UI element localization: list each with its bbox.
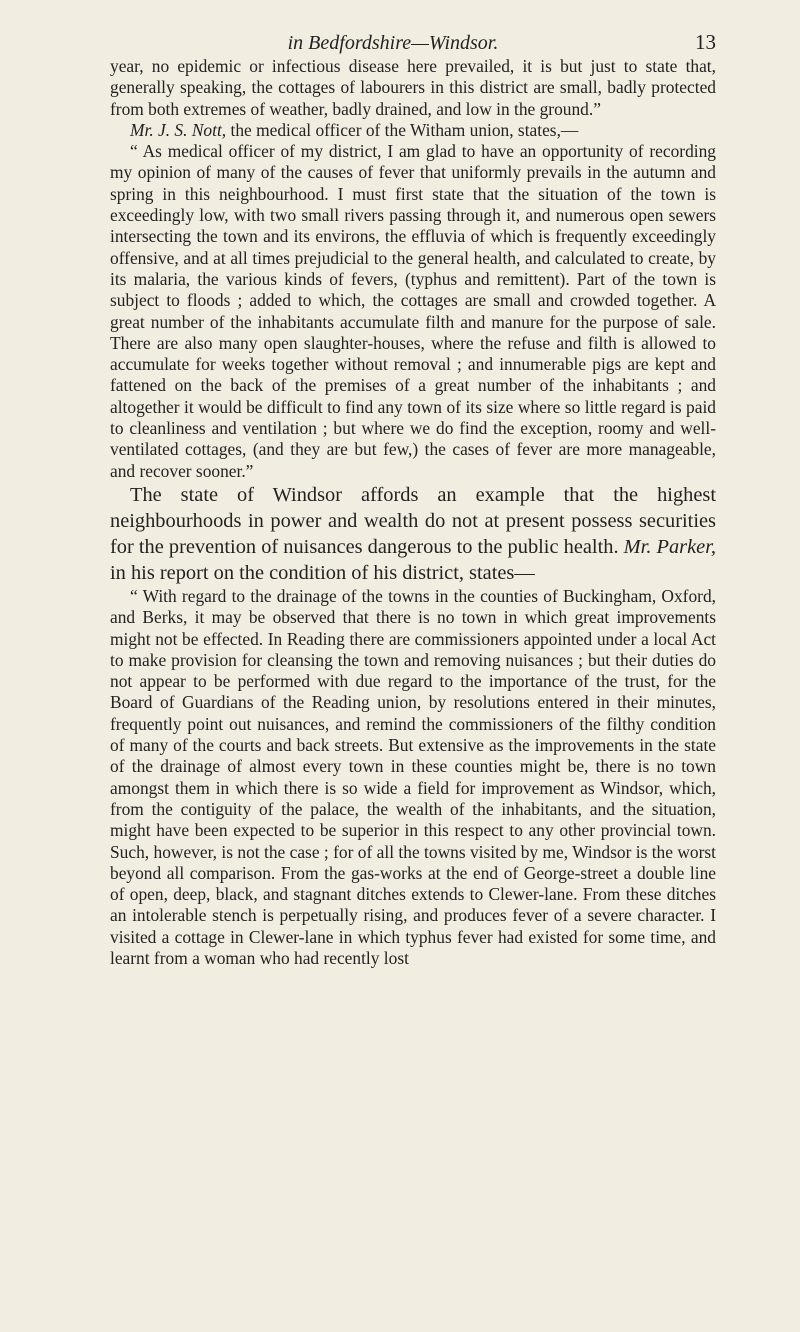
paragraph-text: The state of Windsor affords an example that the highest neighbourhoods in power and wealth do not at present possess securities for the prevention of nuisances dangerous to the public health. <box>110 483 716 558</box>
person-name: Mr. Parker, <box>623 535 716 558</box>
paragraph-nott-intro <box>110 120 716 141</box>
paragraph-continued: year, no epidemic or infectious disease here prevailed, it is but just to state that, generally speaking, the cottages of labourers in this district are small, badly protected from both extremes of weather, badly drained, and low in the ground.” <box>110 56 716 119</box>
running-title: in Bedfordshire—Windsor. <box>287 32 499 54</box>
body-text <box>110 56 716 969</box>
person-name: Mr. J. S. Nott, <box>130 119 227 140</box>
paragraph-text: in his report on the condition of his district, states— <box>110 561 535 584</box>
paragraph-text: the medical officer of the Witham union, states,— <box>226 119 579 140</box>
quote-nott: “ As medical officer of my district, I am glad to have an opportunity of recording my opinion of many of the causes of fever that uniformly prevails in the autumn and spring in this neighbourhood. I must first state that the situation of the town is exceedingly low, with two small rivers passing through it, and numerous open sewers intersecting the town and its environs, the effluvia of which is frequently exceedingly offensive, and at all times prejudicial to the general health, and calculated to create, by its malaria, the various kinds of fevers, (typhus and remittent). Part of the town is subject to floods ; added to which, the cottages are small and crowded together. A great number of the inhabitants accumulate filth and manure for the purpose of sale. There are also many open slaughter-houses, where the refuse and filth is allowed to accumulate for weeks together without removal ; and innumerable pigs are kept and fattened on the back of the premises of a great number of the inhabitants ; and altogether it would be difficult to find any town of its size where so little regard is paid to cleanliness and ventilation ; but where we do find the exception, roomy and well-ventilated cottages, (and they are but few,) the cases of fever are more manageable, and recover sooner.” <box>110 141 716 481</box>
quote-parker: “ With regard to the drainage of the towns in the counties of Buckingham, Oxford, and Berks, it may be observed that there is no town in which great improvements might not be effected. In Reading there are commissioners appointed under a local Act to make provision for cleansing the town and removing nuisances ; but their duties do not appear to be performed with due regard to the importance of the trust, for the Board of Guardians of the Reading union, by resolutions entered in their minutes, frequently point out nuisances, and remind the commissioners of the filthy condition of many of the courts and back streets. But extensive as the improvements in the state of the drainage of almost every town in these counties might be, there is no town amongst them in which there is so wide a field for improvement as Windsor, which, from the contiguity of the palace, the wealth of the inhabitants, and the situation, might have been expected to be superior in this respect to any other provincial town. Such, however, is not the case ; for of all the towns visited by me, Windsor is the worst beyond all comparison. From the gas-works at the end of George-street a double line of open, deep, black, and stagnant ditches extends to Clewer-lane. From these ditches an intolerable stench is perpetually rising, and produces fever of a severe character. I visited a cottage in Clewer-lane in which typhus fever had existed for some time, and learnt from a woman who had recently lost <box>110 585 716 968</box>
paragraph-windsor <box>110 482 716 586</box>
page-number: 13 <box>695 30 716 54</box>
running-head <box>110 22 716 56</box>
